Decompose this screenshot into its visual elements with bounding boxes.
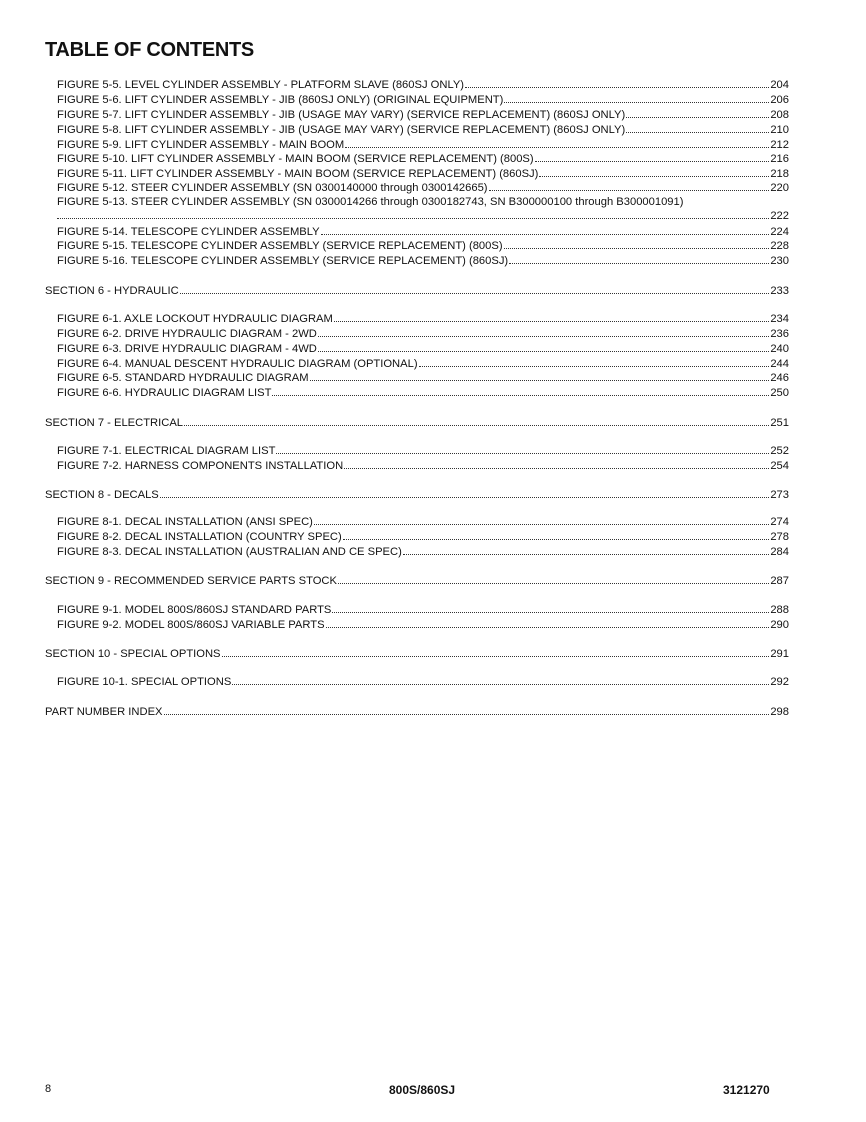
- toc-entry-page: 273: [770, 489, 789, 501]
- toc-entry-page: 234: [770, 313, 789, 325]
- toc-entry[interactable]: [57, 108, 789, 122]
- toc-entry-page: 284: [770, 546, 789, 558]
- footer-page-number: 8: [45, 1083, 52, 1095]
- toc-entry-page: 206: [770, 94, 789, 106]
- dot-leader: [232, 683, 769, 685]
- toc-entry[interactable]: [57, 78, 789, 92]
- toc-entry-page: 228: [770, 240, 789, 252]
- dot-leader: [344, 467, 769, 469]
- toc-entry-page: 230: [770, 255, 789, 267]
- toc-entry-page: 224: [770, 226, 789, 238]
- toc-entry[interactable]: [57, 530, 789, 544]
- toc-entry-page: 210: [770, 124, 789, 136]
- dot-leader: [343, 538, 770, 540]
- dot-leader: [310, 379, 770, 381]
- dot-leader: [164, 713, 770, 715]
- toc-section-entry[interactable]: [45, 284, 789, 298]
- toc-entry-label: FIGURE 5-6. LIFT CYLINDER ASSEMBLY - JIB (860SJ ONLY) (ORIGINAL EQUIPMENT): [57, 94, 504, 106]
- toc-entry-label: FIGURE 5-8. LIFT CYLINDER ASSEMBLY - JIB (USAGE MAY VARY) (SERVICE REPLACEMENT) (860SJ ONLY): [57, 124, 626, 136]
- toc-entry[interactable]: [57, 123, 789, 137]
- toc-entry-label: FIGURE 5-9. LIFT CYLINDER ASSEMBLY - MAIN BOOM: [57, 139, 345, 151]
- toc-entry-label: FIGURE 5-5. LEVEL CYLINDER ASSEMBLY - PLATFORM SLAVE (860SJ ONLY): [57, 79, 465, 91]
- toc-section-entry[interactable]: [45, 488, 789, 502]
- toc-entry-label: FIGURE 5-13. STEER CYLINDER ASSEMBLY (SN 0300014266 through 0300182743, SN B300000100 through B300001091): [57, 196, 684, 208]
- toc-entry-page: 244: [770, 358, 789, 370]
- dot-leader: [626, 116, 769, 118]
- toc-entry-label: FIGURE 5-12. STEER CYLINDER ASSEMBLY (SN 0300140000 through 0300142665): [57, 182, 488, 194]
- toc-entry[interactable]: [57, 603, 789, 617]
- toc-entry[interactable]: [57, 239, 789, 253]
- toc-entry[interactable]: [57, 371, 789, 385]
- footer-model: 800S/860SJ: [389, 1083, 456, 1097]
- toc-entry-page: 278: [770, 531, 789, 543]
- toc-entry-label: SECTION 6 - HYDRAULIC: [45, 285, 179, 297]
- dot-leader: [535, 160, 770, 162]
- dot-leader: [160, 496, 770, 498]
- toc-entry-label: FIGURE 6-4. MANUAL DESCENT HYDRAULIC DIAGRAM (OPTIONAL): [57, 358, 418, 370]
- dot-leader: [509, 262, 769, 264]
- dot-leader: [272, 394, 769, 396]
- toc-entry-label: PART NUMBER INDEX: [45, 706, 163, 718]
- toc-entry[interactable]: [57, 515, 789, 529]
- toc-entry-page: 298: [770, 706, 789, 718]
- toc-entry-label: FIGURE 5-15. TELESCOPE CYLINDER ASSEMBLY (SERVICE REPLACEMENT) (800S): [57, 240, 503, 252]
- toc-entry-label: FIGURE 8-2. DECAL INSTALLATION (COUNTRY SPEC): [57, 531, 342, 543]
- dot-leader: [184, 424, 769, 426]
- toc-entry[interactable]: [57, 459, 789, 473]
- toc-entry-label: FIGURE 6-3. DRIVE HYDRAULIC DIAGRAM - 4WD: [57, 343, 317, 355]
- toc-entry-label: FIGURE 9-2. MODEL 800S/860SJ VARIABLE PARTS: [57, 619, 325, 631]
- toc-entry-page: 240: [770, 343, 789, 355]
- toc-entry-page: 250: [770, 387, 789, 399]
- toc-entry[interactable]: [57, 181, 789, 195]
- toc-entry-page: 208: [770, 109, 789, 121]
- toc-entry-page: 246: [770, 372, 789, 384]
- toc-entry[interactable]: [57, 312, 789, 326]
- toc-entry[interactable]: [57, 138, 789, 152]
- toc-entry[interactable]: [57, 327, 789, 341]
- dot-leader: [276, 452, 769, 454]
- toc-entry-page: 236: [770, 328, 789, 340]
- toc-entry-page: 233: [770, 285, 789, 297]
- toc-entry-label: FIGURE 5-10. LIFT CYLINDER ASSEMBLY - MAIN BOOM (SERVICE REPLACEMENT) (800S): [57, 153, 534, 165]
- toc-entry[interactable]: [57, 195, 789, 223]
- toc-entry-page: 290: [770, 619, 789, 631]
- toc-entry[interactable]: [57, 225, 789, 239]
- dot-leader: [321, 233, 770, 235]
- toc-section-entry[interactable]: [45, 647, 789, 661]
- toc-entry-label: FIGURE 6-2. DRIVE HYDRAULIC DIAGRAM - 2WD: [57, 328, 317, 340]
- toc-entry[interactable]: [57, 93, 789, 107]
- dot-leader: [403, 553, 770, 555]
- toc-entry-label: FIGURE 8-3. DECAL INSTALLATION (AUSTRALIAN AND CE SPEC): [57, 546, 402, 558]
- dot-leader: [465, 86, 769, 88]
- toc-entry-page: 291: [770, 648, 789, 660]
- dot-leader: [318, 335, 769, 337]
- toc-entry[interactable]: [57, 444, 789, 458]
- toc-entry-page: 220: [770, 182, 789, 194]
- toc-entry-label: FIGURE 5-16. TELESCOPE CYLINDER ASSEMBLY (SERVICE REPLACEMENT) (860SJ): [57, 255, 509, 267]
- toc-entry[interactable]: [57, 167, 789, 181]
- toc-entry[interactable]: [57, 618, 789, 632]
- toc-section-entry[interactable]: [45, 574, 789, 588]
- toc-entry-page: 292: [770, 676, 789, 688]
- toc-entry-label: FIGURE 5-7. LIFT CYLINDER ASSEMBLY - JIB (USAGE MAY VARY) (SERVICE REPLACEMENT) (860SJ ONLY): [57, 109, 626, 121]
- dot-leader: [326, 626, 770, 628]
- toc-entry-page: 288: [770, 604, 789, 616]
- dot-leader: [318, 350, 769, 352]
- dot-leader: [504, 247, 770, 249]
- toc-entry[interactable]: [57, 152, 789, 166]
- footer-document-number: 3121270: [723, 1083, 770, 1097]
- toc-entry-page: 222: [770, 210, 789, 222]
- dot-leader: [334, 320, 770, 322]
- toc-entry-label: FIGURE 6-5. STANDARD HYDRAULIC DIAGRAM: [57, 372, 309, 384]
- dot-leader: [419, 365, 770, 367]
- dot-leader: [539, 175, 769, 177]
- toc-entry-page: 274: [770, 516, 789, 528]
- dot-leader: [626, 131, 769, 133]
- toc-entry-label: SECTION 7 - ELECTRICAL: [45, 417, 184, 429]
- dot-leader: [338, 582, 769, 584]
- dot-leader: [345, 146, 769, 148]
- toc-entry[interactable]: [57, 342, 789, 356]
- page-title: TABLE OF CONTENTS: [45, 39, 254, 61]
- toc-entry-page: 252: [770, 445, 789, 457]
- dot-leader: [504, 101, 769, 103]
- toc-entry[interactable]: [57, 675, 789, 689]
- dot-leader: [57, 217, 769, 219]
- toc-section-entry[interactable]: [45, 705, 789, 719]
- toc-entry-label: FIGURE 10-1. SPECIAL OPTIONS: [57, 676, 232, 688]
- toc-entry-label: FIGURE 7-2. HARNESS COMPONENTS INSTALLATION: [57, 460, 344, 472]
- toc-entry-page: 218: [770, 168, 789, 180]
- dot-leader: [222, 655, 770, 657]
- toc-entry-label: SECTION 9 - RECOMMENDED SERVICE PARTS STOCK: [45, 575, 337, 587]
- toc-entry-label: FIGURE 5-11. LIFT CYLINDER ASSEMBLY - MAIN BOOM (SERVICE REPLACEMENT) (860SJ): [57, 168, 539, 180]
- toc-entry-page: 204: [770, 79, 789, 91]
- dot-leader: [489, 189, 770, 191]
- toc-entry-label: FIGURE 5-14. TELESCOPE CYLINDER ASSEMBLY: [57, 226, 320, 238]
- toc-entry-label: FIGURE 8-1. DECAL INSTALLATION (ANSI SPEC): [57, 516, 313, 528]
- toc-entry-label: SECTION 10 - SPECIAL OPTIONS: [45, 648, 221, 660]
- toc-entry[interactable]: [57, 545, 789, 559]
- toc-entry-page: 212: [770, 139, 789, 151]
- toc-entry-label: FIGURE 6-1. AXLE LOCKOUT HYDRAULIC DIAGRAM: [57, 313, 333, 325]
- toc-entry-page: 251: [770, 417, 789, 429]
- toc-entry-page: 216: [770, 153, 789, 165]
- toc-entry-page: 254: [770, 460, 789, 472]
- toc-entry-page: 287: [770, 575, 789, 587]
- toc-entry-label: FIGURE 6-6. HYDRAULIC DIAGRAM LIST: [57, 387, 272, 399]
- toc-entry[interactable]: [57, 386, 789, 400]
- toc-entry[interactable]: [57, 254, 789, 268]
- dot-leader: [332, 611, 769, 613]
- toc-section-entry[interactable]: [45, 416, 789, 430]
- toc-entry-label: SECTION 8 - DECALS: [45, 489, 159, 501]
- dot-leader: [314, 523, 769, 525]
- toc-entry-label: FIGURE 7-1. ELECTRICAL DIAGRAM LIST: [57, 445, 276, 457]
- toc-entry[interactable]: [57, 357, 789, 371]
- toc-entry-label: FIGURE 9-1. MODEL 800S/860SJ STANDARD PARTS: [57, 604, 332, 616]
- dot-leader: [180, 292, 770, 294]
